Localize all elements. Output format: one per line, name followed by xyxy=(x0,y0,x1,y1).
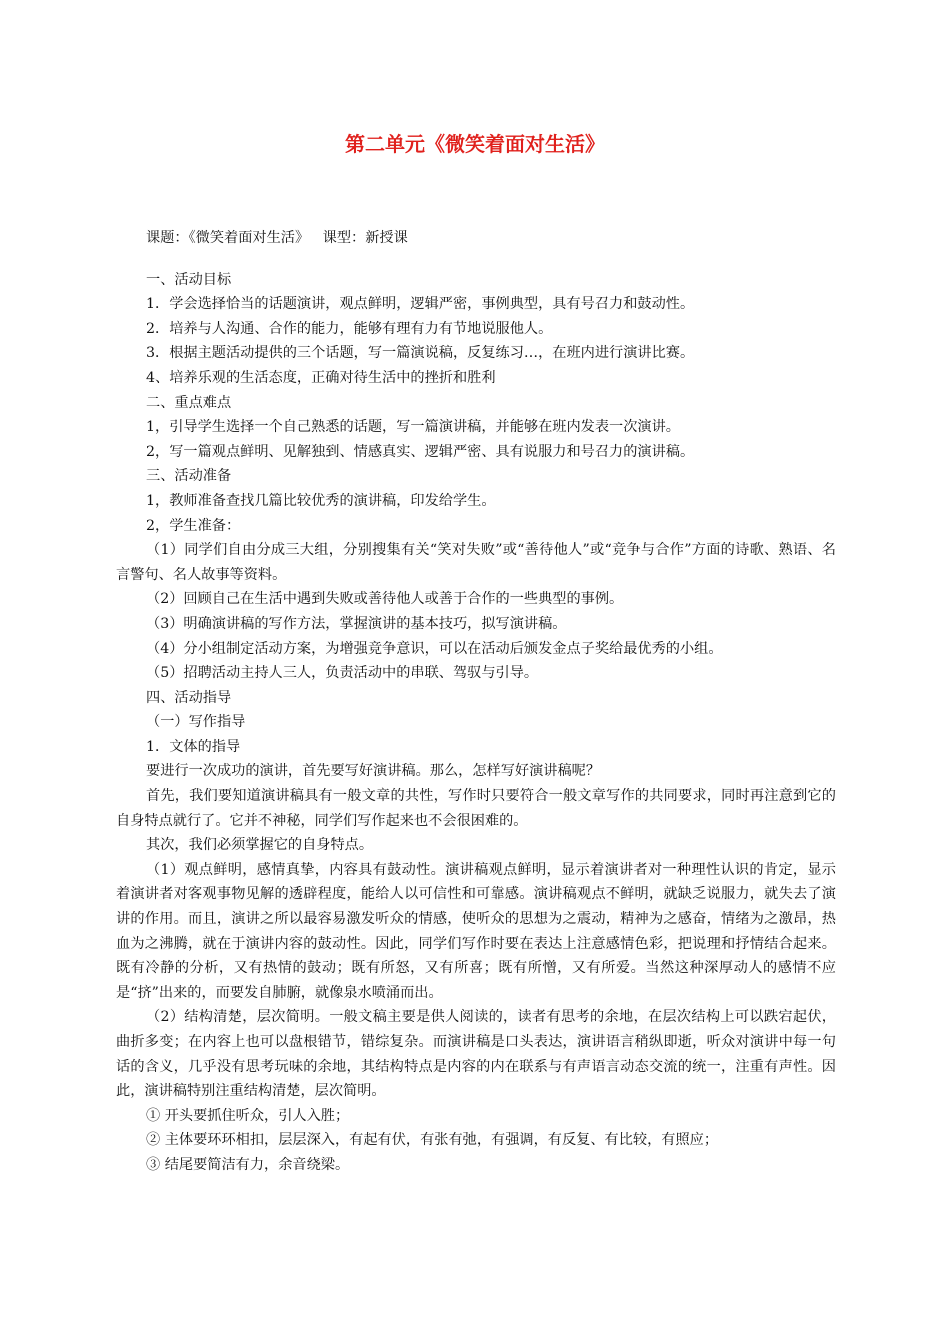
prep-item: 2，学生准备： xyxy=(146,517,241,534)
section-heading: 四、活动指导 xyxy=(146,689,232,706)
objective-item: 1．学会选择恰当的话题演讲，观点鲜明，逻辑严密，事例典型，具有号召力和鼓动性。 xyxy=(146,296,695,313)
student-prep-item: （5）招聘活动主持人三人，负责活动中的串联、驾驭与引导。 xyxy=(146,665,539,682)
student-prep-item: （4）分小组制定活动方案，为增强竞争意识，可以在活动后颁发金点子奖给最优秀的小组。 xyxy=(146,640,723,657)
paragraph: （1）观点鲜明，感情真挚，内容具有鼓动性。演讲稿观点鲜明，显示着演讲者对一种理性认识的肯定，显示着演讲者对客观事物见解的透辟程度，能给人以可信性和可靠感。演讲稿观点不鲜明，就缺乏说服力，就失去了演讲的作用。而且，演讲之所以最容易激发听众的情感，使听众的思想为之震动，精神为之感奋，情绪为之激昂，热血为之沸腾，就在于演讲内容的鼓动性。因此，同学们写作时要在表达上注意感情色彩，把说理和抒情结合起来。既有冷静的分析，又有热情的鼓动；既有所怒，又有所喜；既有所憎，又有所爱。当然这种深厚动人的感情不应是“挤”出来的，而要发自肺腑，就像泉水喷涌而出。 xyxy=(116,861,836,1001)
item-heading: 1．文体的指导 xyxy=(146,738,241,755)
structure-point: ② 主体要环环相扣，层层深入，有起有伏，有张有弛，有强调，有反复、有比较，有照应； xyxy=(146,1132,719,1149)
student-prep-item: （1）同学们自由分成三大组，分别搜集有关“笑对失败”或“善待他人”或“竞争与合作”方面的诗歌、熟语、名言警句、名人故事等资料。 xyxy=(116,542,836,583)
section-heading: 二、重点难点 xyxy=(146,394,232,411)
student-prep-item: （3）明确演讲稿的写作方法，掌握演讲的基本技巧，拟写演讲稿。 xyxy=(146,615,567,632)
document-body xyxy=(116,226,836,1178)
objective-item: 4、培养乐观的生活态度，正确对待生活中的挫折和胜利 xyxy=(146,369,496,386)
keypoint-item: 2，写一篇观点鲜明、见解独到、情感真实、逻辑严密、具有说服力和号召力的演讲稿。 xyxy=(146,443,695,460)
section-heading: 三、活动准备 xyxy=(146,468,232,485)
paragraph: （2）结构清楚，层次简明。一般文稿主要是供人阅读的，读者有思考的余地，在层次结构上可以跌宕起伏，曲折多变；在内容上也可以盘根错节，错综复杂。而演讲稿是口头表达，演讲语言稍纵即逝，听众对演讲中每一句话的含义，几乎没有思考玩味的余地，其结构特点是内容的内在联系与有声语言动态交流的统一，注重有声性。因此，演讲稿特别注重结构清楚，层次简明。 xyxy=(116,1009,836,1100)
subsection-heading: （一）写作指导 xyxy=(146,714,246,731)
student-prep-item: （2）回顾自己在生活中遇到失败或善待他人或善于合作的一些典型的事例。 xyxy=(146,591,624,608)
paragraph: 其次，我们必须掌握它的自身特点。 xyxy=(146,837,374,854)
structure-point: ③ 结尾要简洁有力，余音绕梁。 xyxy=(146,1156,350,1173)
structure-point: ① 开头要抓住听众，引人入胜； xyxy=(146,1107,350,1124)
section-heading: 一、活动目标 xyxy=(146,271,232,288)
paragraph: 要进行一次成功的演讲，首先要写好演讲稿。那么，怎样写好演讲稿呢？ xyxy=(146,763,601,780)
prep-item: 1，教师准备查找几篇比较优秀的演讲稿，印发给学生。 xyxy=(146,492,496,509)
keypoint-item: 1，引导学生选择一个自己熟悉的话题，写一篇演讲稿，并能够在班内发表一次演讲。 xyxy=(146,419,680,436)
course-line: 课题：《微笑着面对生活》 课型：新授课 xyxy=(146,230,408,246)
paragraph: 首先，我们要知道演讲稿具有一般文章的共性，写作时只要符合一般文章写作的共同要求，同时再注意到它的自身特点就行了。它并不神秘，同学们写作起来也不会很困难的。 xyxy=(116,788,836,829)
document-title: 第二单元《微笑着面对生活》 xyxy=(345,132,605,156)
objective-item: 3．根据主题活动提供的三个话题，写一篇演说稿，反复练习…，在班内进行演讲比赛。 xyxy=(146,345,695,362)
objective-item: 2．培养与人沟通、合作的能力，能够有理有力有节地说服他人。 xyxy=(146,320,553,337)
